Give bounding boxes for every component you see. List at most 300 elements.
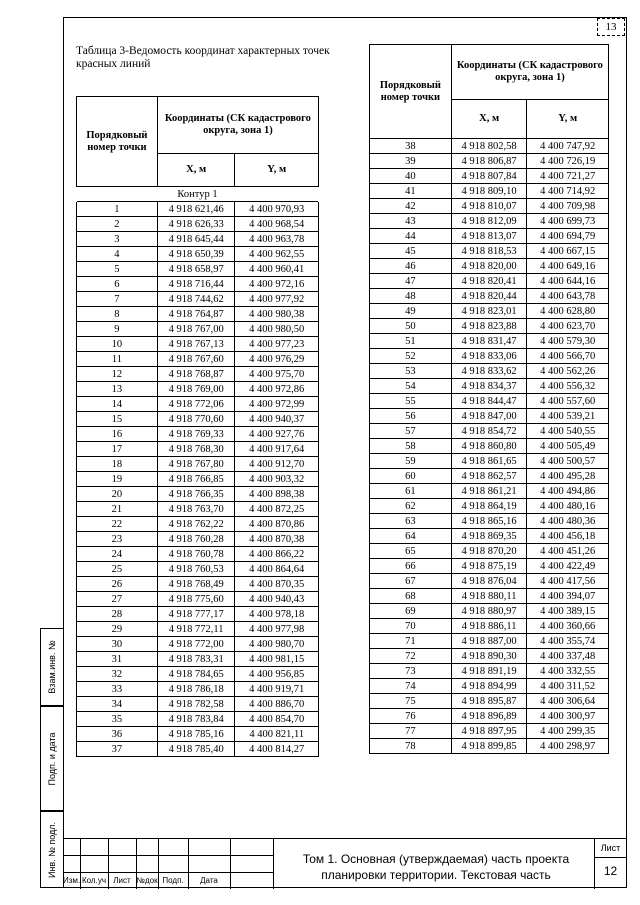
cell-x: 4 918 810,07 xyxy=(451,199,527,214)
stamp-signature-date xyxy=(40,706,63,811)
cell-y: 4 400 556,32 xyxy=(527,379,609,394)
cell-x: 4 918 870,20 xyxy=(451,544,527,559)
cell-point-no: 4 xyxy=(77,247,158,262)
sheet-label: Лист xyxy=(600,843,621,853)
cell-point-no: 47 xyxy=(370,274,452,289)
cell-x: 4 918 760,28 xyxy=(157,532,235,547)
cell-point-no: 63 xyxy=(370,514,452,529)
cell-x: 4 918 897,95 xyxy=(451,724,527,739)
cell-point-no: 68 xyxy=(370,589,452,604)
table-row xyxy=(77,247,319,262)
cell-y: 4 400 976,29 xyxy=(235,352,319,367)
cell-x: 4 918 886,11 xyxy=(451,619,527,634)
table-row xyxy=(370,529,609,544)
cell-point-no: 59 xyxy=(370,454,452,469)
cell-point-no: 34 xyxy=(77,697,158,712)
table-row xyxy=(77,547,319,562)
contour-label: Контур 1 xyxy=(77,187,319,202)
header-y: Y, м xyxy=(235,154,319,187)
table-row xyxy=(370,649,609,664)
cell-x: 4 918 823,01 xyxy=(451,304,527,319)
cell-point-no: 20 xyxy=(77,487,158,502)
table-row xyxy=(370,514,609,529)
cell-y: 4 400 480,36 xyxy=(527,514,609,529)
cell-y: 4 400 500,57 xyxy=(527,454,609,469)
cell-y: 4 400 694,79 xyxy=(527,229,609,244)
table-row xyxy=(77,307,319,322)
cell-x: 4 918 862,57 xyxy=(451,469,527,484)
table-row xyxy=(370,334,609,349)
cell-x: 4 918 744,62 xyxy=(157,292,235,307)
table-row xyxy=(77,202,319,217)
cell-y: 4 400 360,66 xyxy=(527,619,609,634)
table-row xyxy=(370,559,609,574)
cell-point-no: 57 xyxy=(370,424,452,439)
cell-x: 4 918 768,49 xyxy=(157,577,235,592)
label-izm: Изм. xyxy=(63,876,81,885)
cell-y: 4 400 566,70 xyxy=(527,349,609,364)
cell-x: 4 918 876,04 xyxy=(451,574,527,589)
cell-point-no: 44 xyxy=(370,229,452,244)
header-y: Y, м xyxy=(527,100,609,139)
cell-point-no: 18 xyxy=(77,457,158,472)
cell-x: 4 918 894,99 xyxy=(451,679,527,694)
cell-y: 4 400 980,70 xyxy=(235,637,319,652)
table-row xyxy=(370,274,609,289)
cell-y: 4 400 886,70 xyxy=(235,697,319,712)
sheet-number: 12 xyxy=(603,864,618,878)
cell-point-no: 23 xyxy=(77,532,158,547)
cell-y: 4 400 649,16 xyxy=(527,259,609,274)
cell-y: 4 400 643,78 xyxy=(527,289,609,304)
cell-point-no: 58 xyxy=(370,439,452,454)
cell-x: 4 918 887,00 xyxy=(451,634,527,649)
cell-x: 4 918 767,13 xyxy=(157,337,235,352)
cell-point-no: 72 xyxy=(370,649,452,664)
table-row xyxy=(370,169,609,184)
cell-x: 4 918 806,87 xyxy=(451,154,527,169)
table-row xyxy=(370,424,609,439)
cell-x: 4 918 769,33 xyxy=(157,427,235,442)
header-coords: Координаты (СК кадастрового округа, зона 1) xyxy=(157,97,318,154)
cell-point-no: 67 xyxy=(370,574,452,589)
cell-point-no: 7 xyxy=(77,292,158,307)
cell-x: 4 918 645,44 xyxy=(157,232,235,247)
cell-y: 4 400 389,15 xyxy=(527,604,609,619)
cell-x: 4 918 844,47 xyxy=(451,394,527,409)
cell-y: 4 400 977,98 xyxy=(235,622,319,637)
header-coords: Координаты (СК кадастрового округа, зона 1) xyxy=(451,45,608,100)
cell-point-no: 74 xyxy=(370,679,452,694)
table-row xyxy=(370,709,609,724)
cell-x: 4 918 772,06 xyxy=(157,397,235,412)
cell-y: 4 400 699,73 xyxy=(527,214,609,229)
cell-point-no: 16 xyxy=(77,427,158,442)
cell-x: 4 918 823,88 xyxy=(451,319,527,334)
cell-point-no: 5 xyxy=(77,262,158,277)
cell-x: 4 918 783,31 xyxy=(157,652,235,667)
table-row xyxy=(370,244,609,259)
table-row xyxy=(77,277,319,292)
cell-y: 4 400 422,49 xyxy=(527,559,609,574)
table-row xyxy=(77,262,319,277)
cell-y: 4 400 394,07 xyxy=(527,589,609,604)
table-row xyxy=(370,139,609,154)
table-row xyxy=(370,589,609,604)
cell-y: 4 400 495,28 xyxy=(527,469,609,484)
cell-x: 4 918 813,07 xyxy=(451,229,527,244)
cell-x: 4 918 809,10 xyxy=(451,184,527,199)
cell-x: 4 918 768,30 xyxy=(157,442,235,457)
table-row xyxy=(370,634,609,649)
document-title: Том 1. Основная (утверждаемая) часть проекта планировки территории. Текстовая часть xyxy=(302,852,570,882)
cell-y: 4 400 903,32 xyxy=(235,472,319,487)
cell-point-no: 24 xyxy=(77,547,158,562)
cell-point-no: 76 xyxy=(370,709,452,724)
table-row xyxy=(77,742,319,757)
cell-y: 4 400 977,92 xyxy=(235,292,319,307)
cell-point-no: 26 xyxy=(77,577,158,592)
cell-x: 4 918 833,62 xyxy=(451,364,527,379)
cell-point-no: 25 xyxy=(77,562,158,577)
cell-point-no: 30 xyxy=(77,637,158,652)
cell-x: 4 918 772,00 xyxy=(157,637,235,652)
table-row xyxy=(77,382,319,397)
cell-x: 4 918 783,84 xyxy=(157,712,235,727)
cell-y: 4 400 940,37 xyxy=(235,412,319,427)
cell-x: 4 918 786,18 xyxy=(157,682,235,697)
table-row xyxy=(370,364,609,379)
cell-point-no: 39 xyxy=(370,154,452,169)
cell-point-no: 65 xyxy=(370,544,452,559)
table-row xyxy=(77,592,319,607)
table-row xyxy=(370,304,609,319)
cell-point-no: 77 xyxy=(370,724,452,739)
cell-point-no: 37 xyxy=(77,742,158,757)
cell-point-no: 54 xyxy=(370,379,452,394)
cell-x: 4 918 865,16 xyxy=(451,514,527,529)
cell-point-no: 42 xyxy=(370,199,452,214)
cell-y: 4 400 968,54 xyxy=(235,217,319,232)
cell-x: 4 918 820,00 xyxy=(451,259,527,274)
table-row xyxy=(370,349,609,364)
cell-y: 4 400 814,27 xyxy=(235,742,319,757)
cell-point-no: 70 xyxy=(370,619,452,634)
table-row xyxy=(77,217,319,232)
table-row xyxy=(370,379,609,394)
table-row xyxy=(370,154,609,169)
cell-point-no: 46 xyxy=(370,259,452,274)
table-row xyxy=(370,604,609,619)
cell-x: 4 918 833,06 xyxy=(451,349,527,364)
cell-y: 4 400 299,35 xyxy=(527,724,609,739)
cell-y: 4 400 337,48 xyxy=(527,649,609,664)
table-row xyxy=(370,469,609,484)
cell-point-no: 11 xyxy=(77,352,158,367)
table-row xyxy=(77,697,319,712)
cell-y: 4 400 557,60 xyxy=(527,394,609,409)
cell-point-no: 9 xyxy=(77,322,158,337)
table-row xyxy=(370,214,609,229)
table-row xyxy=(370,394,609,409)
cell-y: 4 400 870,86 xyxy=(235,517,319,532)
table-row xyxy=(77,427,319,442)
cell-x: 4 918 861,65 xyxy=(451,454,527,469)
table-row xyxy=(77,532,319,547)
cell-y: 4 400 975,70 xyxy=(235,367,319,382)
cell-y: 4 400 579,30 xyxy=(527,334,609,349)
cell-x: 4 918 861,21 xyxy=(451,484,527,499)
cell-point-no: 64 xyxy=(370,529,452,544)
cell-x: 4 918 775,60 xyxy=(157,592,235,607)
cell-point-no: 61 xyxy=(370,484,452,499)
cell-point-no: 56 xyxy=(370,409,452,424)
cell-point-no: 55 xyxy=(370,394,452,409)
cell-x: 4 918 716,44 xyxy=(157,277,235,292)
cell-y: 4 400 972,86 xyxy=(235,382,319,397)
cell-point-no: 73 xyxy=(370,664,452,679)
table-row xyxy=(370,679,609,694)
cell-point-no: 48 xyxy=(370,289,452,304)
table-row xyxy=(77,562,319,577)
label-kol-uch: Кол.уч xyxy=(82,876,106,885)
table-row xyxy=(370,199,609,214)
cell-y: 4 400 540,55 xyxy=(527,424,609,439)
table-row xyxy=(370,619,609,634)
table-row xyxy=(77,412,319,427)
table-row xyxy=(77,472,319,487)
coordinates-table-right xyxy=(369,44,609,754)
cell-y: 4 400 866,22 xyxy=(235,547,319,562)
cell-x: 4 918 818,53 xyxy=(451,244,527,259)
cell-x: 4 918 766,85 xyxy=(157,472,235,487)
table-row xyxy=(77,502,319,517)
cell-x: 4 918 890,30 xyxy=(451,649,527,664)
cell-x: 4 918 831,47 xyxy=(451,334,527,349)
cell-y: 4 400 306,64 xyxy=(527,694,609,709)
cell-point-no: 29 xyxy=(77,622,158,637)
table-row xyxy=(370,499,609,514)
table-row xyxy=(370,484,609,499)
header-point-no: Порядковый номер точки xyxy=(370,45,452,139)
table-row xyxy=(77,442,319,457)
cell-y: 4 400 960,41 xyxy=(235,262,319,277)
cell-x: 4 918 802,58 xyxy=(451,139,527,154)
cell-point-no: 13 xyxy=(77,382,158,397)
cell-x: 4 918 777,17 xyxy=(157,607,235,622)
cell-x: 4 918 895,87 xyxy=(451,694,527,709)
cell-x: 4 918 847,00 xyxy=(451,409,527,424)
cell-x: 4 918 820,44 xyxy=(451,289,527,304)
cell-y: 4 400 919,71 xyxy=(235,682,319,697)
cell-point-no: 27 xyxy=(77,592,158,607)
cell-y: 4 400 667,15 xyxy=(527,244,609,259)
cell-point-no: 3 xyxy=(77,232,158,247)
cell-x: 4 918 767,00 xyxy=(157,322,235,337)
cell-y: 4 400 505,49 xyxy=(527,439,609,454)
table-row xyxy=(77,607,319,622)
cell-x: 4 918 763,70 xyxy=(157,502,235,517)
table-row xyxy=(77,337,319,352)
cell-point-no: 33 xyxy=(77,682,158,697)
cell-x: 4 918 864,19 xyxy=(451,499,527,514)
cell-point-no: 52 xyxy=(370,349,452,364)
table-row xyxy=(77,682,319,697)
cell-point-no: 50 xyxy=(370,319,452,334)
table-row xyxy=(77,727,319,742)
cell-point-no: 49 xyxy=(370,304,452,319)
cell-point-no: 21 xyxy=(77,502,158,517)
cell-x: 4 918 820,41 xyxy=(451,274,527,289)
cell-x: 4 918 760,78 xyxy=(157,547,235,562)
cell-point-no: 60 xyxy=(370,469,452,484)
stamp-replaced-inv xyxy=(40,628,63,706)
table-row xyxy=(370,574,609,589)
cell-y: 4 400 332,55 xyxy=(527,664,609,679)
cell-x: 4 918 784,65 xyxy=(157,667,235,682)
cell-x: 4 918 869,35 xyxy=(451,529,527,544)
cell-x: 4 918 766,35 xyxy=(157,487,235,502)
cell-x: 4 918 764,87 xyxy=(157,307,235,322)
cell-y: 4 400 311,52 xyxy=(527,679,609,694)
cell-y: 4 400 940,43 xyxy=(235,592,319,607)
cell-point-no: 17 xyxy=(77,442,158,457)
table-row xyxy=(370,259,609,274)
cell-y: 4 400 726,19 xyxy=(527,154,609,169)
table-row xyxy=(370,544,609,559)
table-row xyxy=(370,184,609,199)
cell-y: 4 400 494,86 xyxy=(527,484,609,499)
cell-y: 4 400 864,64 xyxy=(235,562,319,577)
stamp-label: Подп. и дата xyxy=(47,731,57,786)
cell-x: 4 918 854,72 xyxy=(451,424,527,439)
cell-point-no: 12 xyxy=(77,367,158,382)
cell-y: 4 400 714,92 xyxy=(527,184,609,199)
table-row xyxy=(77,667,319,682)
cell-point-no: 43 xyxy=(370,214,452,229)
cell-point-no: 14 xyxy=(77,397,158,412)
cell-x: 4 918 626,33 xyxy=(157,217,235,232)
table-row xyxy=(370,454,609,469)
cell-x: 4 918 769,00 xyxy=(157,382,235,397)
cell-point-no: 53 xyxy=(370,364,452,379)
cell-y: 4 400 628,80 xyxy=(527,304,609,319)
page-number-top: 13 xyxy=(597,18,625,36)
cell-y: 4 400 956,85 xyxy=(235,667,319,682)
table-row xyxy=(77,652,319,667)
cell-x: 4 918 785,40 xyxy=(157,742,235,757)
cell-y: 4 400 980,38 xyxy=(235,307,319,322)
cell-point-no: 40 xyxy=(370,169,452,184)
header-x: X, м xyxy=(157,154,235,187)
cell-y: 4 400 981,15 xyxy=(235,652,319,667)
table-caption: Таблица 3-Ведомость координат характерных точек красных линий xyxy=(76,45,330,70)
cell-y: 4 400 747,92 xyxy=(527,139,609,154)
cell-point-no: 8 xyxy=(77,307,158,322)
cell-y: 4 400 480,16 xyxy=(527,499,609,514)
cell-y: 4 400 980,50 xyxy=(235,322,319,337)
cell-y: 4 400 417,56 xyxy=(527,574,609,589)
label-podp: Подп. xyxy=(162,876,184,885)
table-row xyxy=(77,487,319,502)
cell-y: 4 400 962,55 xyxy=(235,247,319,262)
table-row xyxy=(77,232,319,247)
cell-point-no: 22 xyxy=(77,517,158,532)
cell-x: 4 918 807,84 xyxy=(451,169,527,184)
table-row xyxy=(77,367,319,382)
cell-x: 4 918 760,53 xyxy=(157,562,235,577)
cell-point-no: 38 xyxy=(370,139,452,154)
cell-y: 4 400 644,16 xyxy=(527,274,609,289)
table-row xyxy=(77,397,319,412)
stamp-inv-original xyxy=(40,811,63,888)
cell-point-no: 10 xyxy=(77,337,158,352)
cell-x: 4 918 767,80 xyxy=(157,457,235,472)
cell-y: 4 400 721,27 xyxy=(527,169,609,184)
table-row xyxy=(77,352,319,367)
cell-point-no: 75 xyxy=(370,694,452,709)
table-row xyxy=(77,322,319,337)
table-row xyxy=(370,229,609,244)
cell-x: 4 918 880,11 xyxy=(451,589,527,604)
cell-y: 4 400 972,16 xyxy=(235,277,319,292)
table-row xyxy=(77,712,319,727)
table-row xyxy=(77,457,319,472)
cell-x: 4 918 658,97 xyxy=(157,262,235,277)
cell-x: 4 918 860,80 xyxy=(451,439,527,454)
cell-point-no: 62 xyxy=(370,499,452,514)
label-list: Лист xyxy=(113,876,131,885)
cell-y: 4 400 872,25 xyxy=(235,502,319,517)
cell-x: 4 918 782,58 xyxy=(157,697,235,712)
cell-y: 4 400 300,97 xyxy=(527,709,609,724)
table-row xyxy=(370,739,609,754)
cell-x: 4 918 770,60 xyxy=(157,412,235,427)
cell-point-no: 45 xyxy=(370,244,452,259)
cell-y: 4 400 912,70 xyxy=(235,457,319,472)
cell-y: 4 400 623,70 xyxy=(527,319,609,334)
cell-point-no: 71 xyxy=(370,634,452,649)
table-row xyxy=(370,439,609,454)
cell-y: 4 400 298,97 xyxy=(527,739,609,754)
cell-y: 4 400 854,70 xyxy=(235,712,319,727)
cell-point-no: 78 xyxy=(370,739,452,754)
cell-y: 4 400 451,26 xyxy=(527,544,609,559)
cell-point-no: 15 xyxy=(77,412,158,427)
cell-x: 4 918 768,87 xyxy=(157,367,235,382)
cell-x: 4 918 767,60 xyxy=(157,352,235,367)
cell-point-no: 41 xyxy=(370,184,452,199)
cell-x: 4 918 621,46 xyxy=(157,202,235,217)
stamp-label: Взам.инв. № xyxy=(47,640,57,694)
table-row xyxy=(370,664,609,679)
cell-y: 4 400 355,74 xyxy=(527,634,609,649)
table-row xyxy=(77,637,319,652)
cell-y: 4 400 539,21 xyxy=(527,409,609,424)
cell-y: 4 400 963,78 xyxy=(235,232,319,247)
cell-x: 4 918 899,85 xyxy=(451,739,527,754)
table-row xyxy=(77,517,319,532)
cell-point-no: 69 xyxy=(370,604,452,619)
cell-y: 4 400 977,23 xyxy=(235,337,319,352)
table-row xyxy=(370,289,609,304)
header-x: X, м xyxy=(451,100,527,139)
cell-y: 4 400 970,93 xyxy=(235,202,319,217)
cell-x: 4 918 880,97 xyxy=(451,604,527,619)
table-row xyxy=(370,694,609,709)
cell-point-no: 19 xyxy=(77,472,158,487)
table-row xyxy=(370,319,609,334)
